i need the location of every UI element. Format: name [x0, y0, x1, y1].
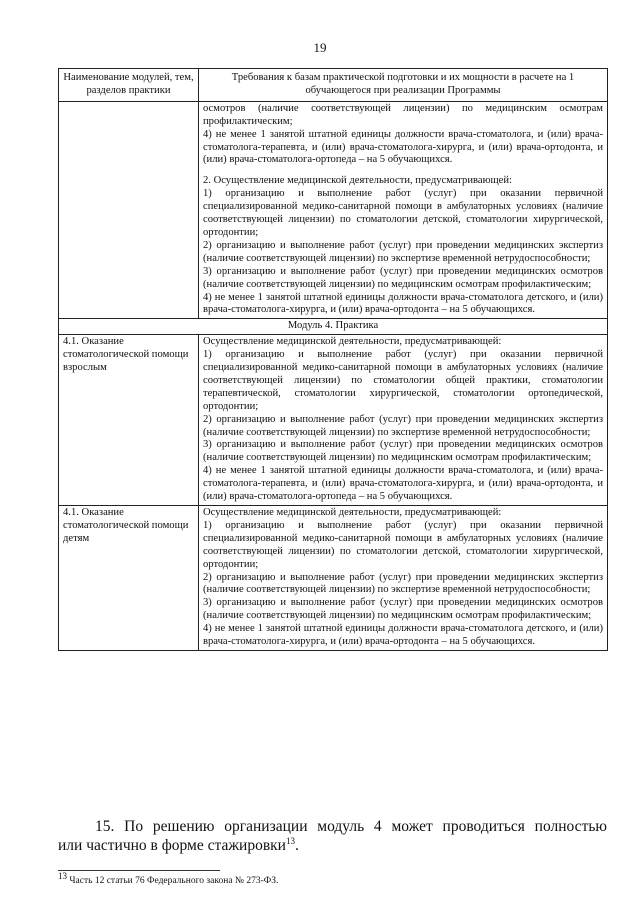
paragraph-line: или частично в форме стажировки$^{13}$. — [58, 835, 299, 854]
module-topic-cell: 4.1. Оказание стоматологической помощи взрослым — [59, 335, 199, 506]
requirement-line: 2) организацию и выполнение работ (услуг) при проведении медицинских экспертиз (наличие соответствующей лицензии) по экспертизе временной нетрудоспособности; — [203, 413, 603, 438]
empty-cell — [59, 101, 199, 319]
requirement-line: 2. Осуществление медицинской деятельности, предусматривающей: — [203, 175, 512, 187]
requirement-line: Осуществление медицинской деятельности, предусматривающей: — [203, 336, 502, 348]
table-row — [59, 101, 608, 319]
requirement-line: 3) организацию и выполнение работ (услуг) при проведении медицинских осмотров (наличие соответствующей лицензии) по медицинским осмотрам профилактическим; — [203, 597, 603, 622]
paragraph-text: или частично в форме стажировки — [58, 837, 286, 854]
module-title-row — [59, 319, 608, 335]
requirements-table — [58, 68, 608, 651]
requirements-cell — [199, 335, 608, 506]
module-title: Модуль 4. Практика — [59, 319, 608, 335]
page-number: 19 — [313, 40, 327, 55]
requirements-cell — [199, 506, 608, 651]
requirement-line: 3) организацию и выполнение работ (услуг) при проведении медицинских осмотров (наличие соответствующей лицензии) по медицинским осмотрам профилактическим; — [203, 439, 603, 464]
header-col-requirements: Требования к базам практической подготовки и их мощности в расчете на 1 обучающегося при реализации Программы — [199, 69, 608, 102]
requirement-line: 4) не менее 1 занятой штатной единицы должности врача-стоматолога, и (или) врача-стоматолога-терапевта, и (или) врача-стоматолога-хирурга, и (или) врача-ортодонта, и (или) врача-стоматолога-ортопеда – на 5 обучающихся. — [203, 128, 603, 166]
footnote-divider — [58, 870, 220, 871]
paragraph-line: 15. По решению организации модуль 4 может проводиться полностью — [95, 818, 607, 835]
module-topic-cell: 4.1. Оказание стоматологической помощи детям — [59, 506, 199, 651]
footnote-text: Часть 12 статьи 76 Федерального закона № 273-ФЗ. — [67, 876, 279, 887]
table-row — [59, 506, 608, 651]
requirement-line: 4) не менее 1 занятой штатной единицы должности врача-стоматолога детского, и (или) врача-стоматолога-хирурга, и (или) врача-ортодонта – на 5 обучающихся. — [203, 291, 603, 316]
requirement-line: Осуществление медицинской деятельности, предусматривающей: — [203, 507, 502, 518]
footnote — [58, 871, 607, 887]
requirement-line: 4) не менее 1 занятой штатной единицы должности врача-стоматолога детского, и (или) врача-стоматолога-хирурга, и (или) врача-ортодонта – на 5 обучающихся. — [203, 623, 603, 648]
footnote-marker: 13 — [58, 871, 67, 881]
requirement-line: 4) не менее 1 занятой штатной единицы должности врача-стоматолога, и (или) врача-стоматолога-терапевта, и (или) врача-стоматолога-хирурга, и (или) врача-ортодонта, и (или) врача-стоматолога-ортопеда – на 5 обучающихся. — [203, 465, 603, 503]
header-col-modules: Наименование модулей, тем, разделов практики — [59, 69, 199, 102]
requirement-line: 1) организацию и выполнение работ (услуг) при оказании первичной специализированной медико-санитарной помощи в амбулаторных условиях (наличие соответствующей лицензии) по стоматологии общей практики, стоматологии терапевтической, стоматологии хирургической, стоматологии ортопедической, ортодонтии; — [203, 349, 603, 412]
table-header-row — [59, 69, 608, 102]
requirement-line: 1) организацию и выполнение работ (услуг) при оказании первичной специализированной медико-санитарной помощи в амбулаторных условиях (наличие соответствующей лицензии) по стоматологии детской, стоматологии хирургической, ортодонтии; — [203, 188, 603, 238]
table-row — [59, 335, 608, 506]
paragraph-15 — [58, 817, 607, 855]
footnote-reference[interactable]: 13 — [285, 835, 295, 846]
requirement-line: осмотров (наличие соответствующей лицензии) по медицинским осмотрам профилактическим; — [203, 102, 603, 127]
requirement-line: 2) организацию и выполнение работ (услуг) при проведении медицинских экспертиз (наличие соответствующей лицензии) по экспертизе временной нетрудоспособности; — [203, 239, 603, 264]
requirements-cell — [199, 101, 608, 319]
requirement-line: 2) организацию и выполнение работ (услуг) при проведении медицинских экспертиз (наличие соответствующей лицензии) по экспертизе временной нетрудоспособности; — [203, 571, 603, 596]
requirement-line: 3) организацию и выполнение работ (услуг) при проведении медицинских осмотров (наличие соответствующей лицензии) по медицинским осмотрам профилактическим; — [203, 265, 603, 290]
requirement-line: 1) организацию и выполнение работ (услуг) при оказании первичной специализированной медико-санитарной помощи в амбулаторных условиях (наличие соответствующей лицензии) по стоматологии детской, стоматологии хирургической, ортодонтии; — [203, 519, 603, 570]
